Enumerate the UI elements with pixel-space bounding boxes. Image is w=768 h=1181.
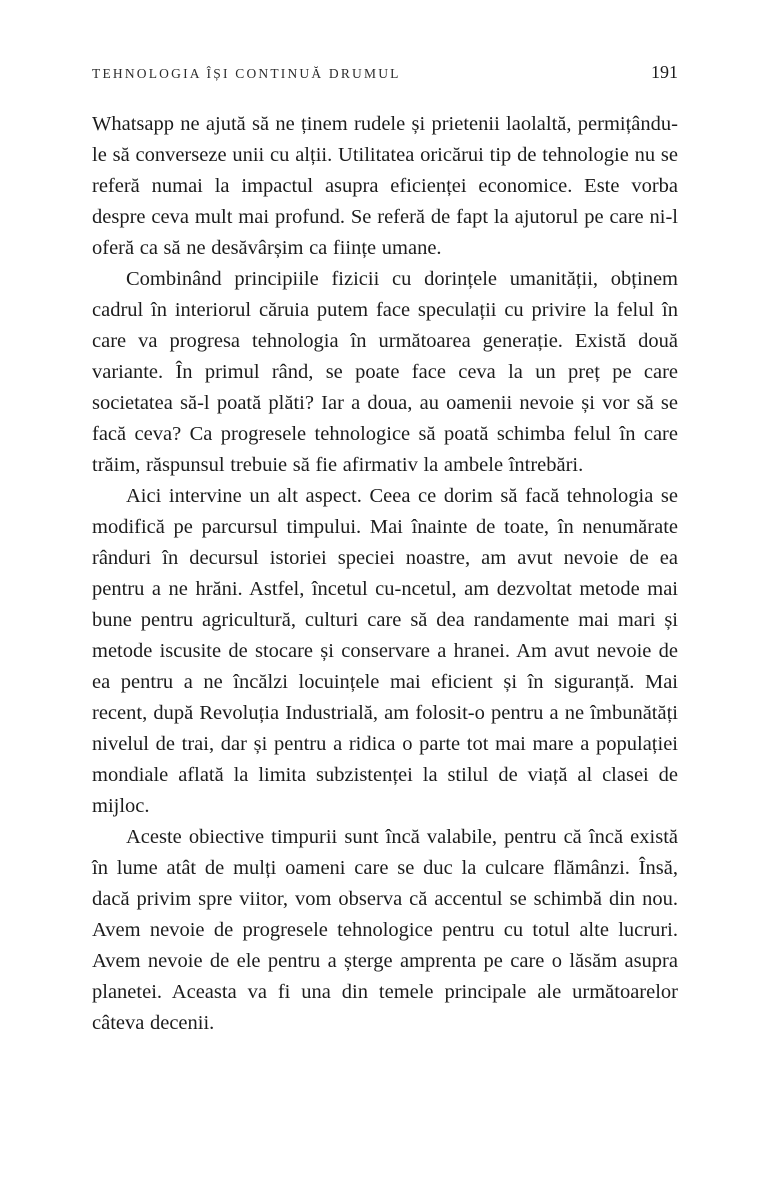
running-header-title: TEHNOLOGIA ÎȘI CONTINUĂ DRUMUL [92, 66, 401, 81]
body-paragraph: Whatsapp ne ajută să ne ținem rudele și prietenii laolaltă, permițându-le să converseze unii cu alții. Utilitatea oricărui tip de tehnologie nu se referă numai la impactul asupra eficienței economice. Este vorba despre ceva mult mai profund. Se referă de fapt la ajutorul pe care ni-l oferă ca să ne desăvârșim ca ființe umane. [92, 113, 678, 259]
body-paragraph: Aceste obiective timpurii sunt încă valabile, pentru că încă există în lume atât de mulți oameni care se duc la culcare flămânzi. Însă, dacă privim spre viitor, vom observa că accentul se schimbă din nou. Avem nevoie de progresele tehnologice pentru cu totul alte lucruri. Avem nevoie de ele pentru a șterge amprenta pe care o lăsăm asupra planetei. Aceasta va fi una din temele principale ale următoarelor câteva decenii. [92, 826, 678, 1034]
body-paragraph: Aici intervine un alt aspect. Ceea ce dorim să facă tehnologia se modifică pe parcursul timpului. Mai înainte de toate, în nenumărate rânduri în decursul istoriei speciei noastre, am avut nevoie de ea pentru a ne hrăni. Astfel, încetul cu-ncetul, am dezvoltat metode mai bune pentru agricultură, culturi care să dea randamente mai mari și metode iscusite de stocare și conservare a hranei. Am avut nevoie de ea pentru a ne încălzi locuințele mai eficient și în siguranță. Mai recent, după Revoluția Industrială, am folosit-o pentru a ne îmbunătăți nivelul de trai, dar și pentru a ridica o parte tot mai mare a populației mondiale aflată la limita subzistenței la stilul de viață al clasei de mijloc. [92, 485, 678, 817]
body-paragraph: Combinând principiile fizicii cu dorințele umanității, obținem cadrul în interiorul căruia putem face speculații cu privire la felul în care va progresa tehnologia în următoarea generație. Există două variante. În primul rând, se poate face ceva la un preț pe care societatea să-l poată plăti? Iar a doua, au oamenii nevoie și vor să se facă ceva? Ca progresele tehnologice să poată schimba felul în care trăim, răspunsul trebuie să fie afirmativ la ambele întrebări. [92, 268, 678, 476]
body-text [92, 109, 678, 1039]
page-number: 191 [651, 62, 678, 82]
page-header [92, 62, 678, 83]
